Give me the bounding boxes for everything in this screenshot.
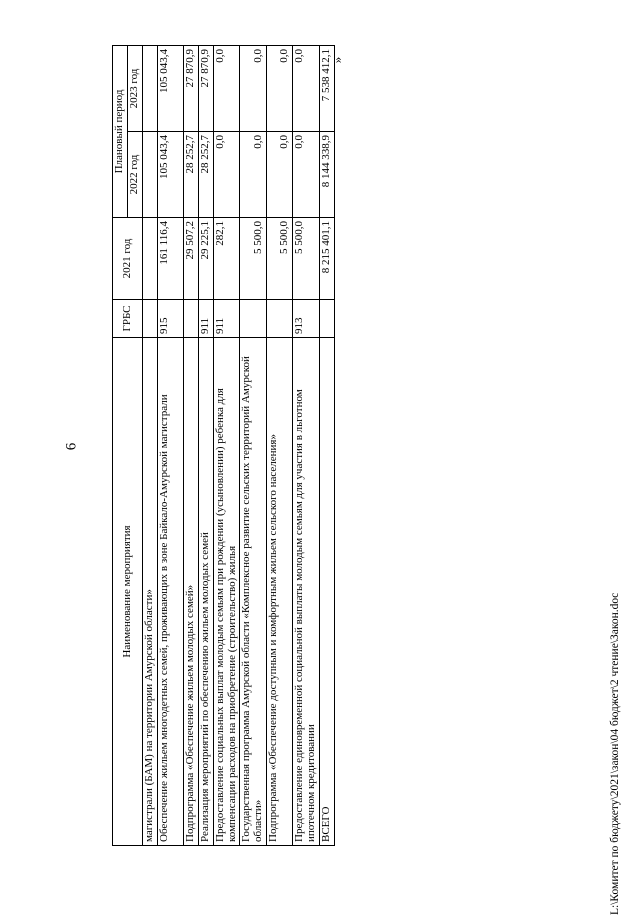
row-2021 <box>143 218 158 300</box>
row-grbs <box>240 300 267 338</box>
row-grbs: 915 <box>157 300 183 338</box>
footer-file-path: L:\Комитет по бюджету\2021\закон\04 бюджет\2 чтение\Закон.doc <box>609 592 621 915</box>
row-2023: 7 538 412,1 <box>319 45 334 131</box>
row-name: Подпрограмма «Обеспечение доступным и комфортным жильем сельского населения» <box>267 338 293 846</box>
row-name: Предоставление единовременной социальной выплаты молодым семьям для участия в льготном ипотечном кредитовании <box>293 338 320 846</box>
header-2021: 2021 год <box>113 218 143 300</box>
row-2022: 0,0 <box>267 132 293 218</box>
table-row <box>293 45 320 845</box>
row-2022 <box>143 132 158 218</box>
row-grbs: 913 <box>293 300 320 338</box>
row-2022: 0,0 <box>240 132 267 218</box>
table-row <box>198 45 213 845</box>
page-number: 6 <box>63 442 80 451</box>
header-grbs: ГРБС <box>113 300 143 338</box>
row-name: магистрали (БАМ) на территории Амурской области» <box>143 338 158 846</box>
row-2023: 105 043,4 <box>157 45 183 131</box>
row-name: Государственная программа Амурской области «Комплексное развитие сельских территорий Амурской области» <box>240 338 267 846</box>
row-grbs <box>267 300 293 338</box>
row-grbs <box>143 300 158 338</box>
row-2022: 0,0 <box>293 132 320 218</box>
row-grbs: 911 <box>213 300 240 338</box>
row-2023: 27 870,9 <box>183 45 198 131</box>
row-2021: 29 225,1 <box>198 218 213 300</box>
row-2023: 0,0 <box>293 45 320 131</box>
row-2022: 28 252,7 <box>198 132 213 218</box>
row-2022: 105 043,4 <box>157 132 183 218</box>
row-name: Реализация мероприятий по обеспечению жильем молодых семей <box>198 338 213 846</box>
row-2023: 0,0 <box>240 45 267 131</box>
row-name: Подпрограмма «Обеспечение жильем молодых семей» <box>183 338 198 846</box>
header-2022: 2022 год <box>128 132 143 218</box>
header-plan-period: Плановый период <box>113 45 128 217</box>
row-2023: 0,0 <box>213 45 240 131</box>
row-2022: 0,0 <box>213 132 240 218</box>
row-2021: 161 116,4 <box>157 218 183 300</box>
row-2023: 27 870,9 <box>198 45 213 131</box>
row-name: Предоставление социальных выплат молодым семьям при рождении (усыновлении) ребенка для компенсации расходов на приобретение (строительство) жилья <box>213 338 240 846</box>
row-grbs: 911 <box>198 300 213 338</box>
table-row <box>267 45 293 845</box>
row-2022: 8 144 338,9 <box>319 132 334 218</box>
row-2021: 29 507,2 <box>183 218 198 300</box>
row-2021: 8 215 401,1 <box>319 218 334 300</box>
table-row <box>157 45 183 845</box>
row-2023: 0,0 <box>267 45 293 131</box>
row-name: ВСЕГО <box>319 338 334 846</box>
table-row <box>213 45 240 845</box>
table-row <box>143 45 158 845</box>
closing-quote: » <box>329 56 345 64</box>
row-grbs <box>183 300 198 338</box>
budget-table <box>112 45 335 846</box>
table-row <box>240 45 267 845</box>
table-row <box>183 45 198 845</box>
row-2021: 5 500,0 <box>240 218 267 300</box>
table-row-total <box>319 45 334 845</box>
row-grbs <box>319 300 334 338</box>
row-2021: 5 500,0 <box>293 218 320 300</box>
header-2023: 2023 год <box>128 45 143 131</box>
row-2021: 282,1 <box>213 218 240 300</box>
row-name: Обеспечение жильем многодетных семей, проживающих в зоне Байкало-Амурской магистрали <box>157 338 183 846</box>
row-2023 <box>143 45 158 131</box>
row-2022: 28 252,7 <box>183 132 198 218</box>
row-2021: 5 500,0 <box>267 218 293 300</box>
header-name: Наименование мероприятия <box>113 338 143 846</box>
